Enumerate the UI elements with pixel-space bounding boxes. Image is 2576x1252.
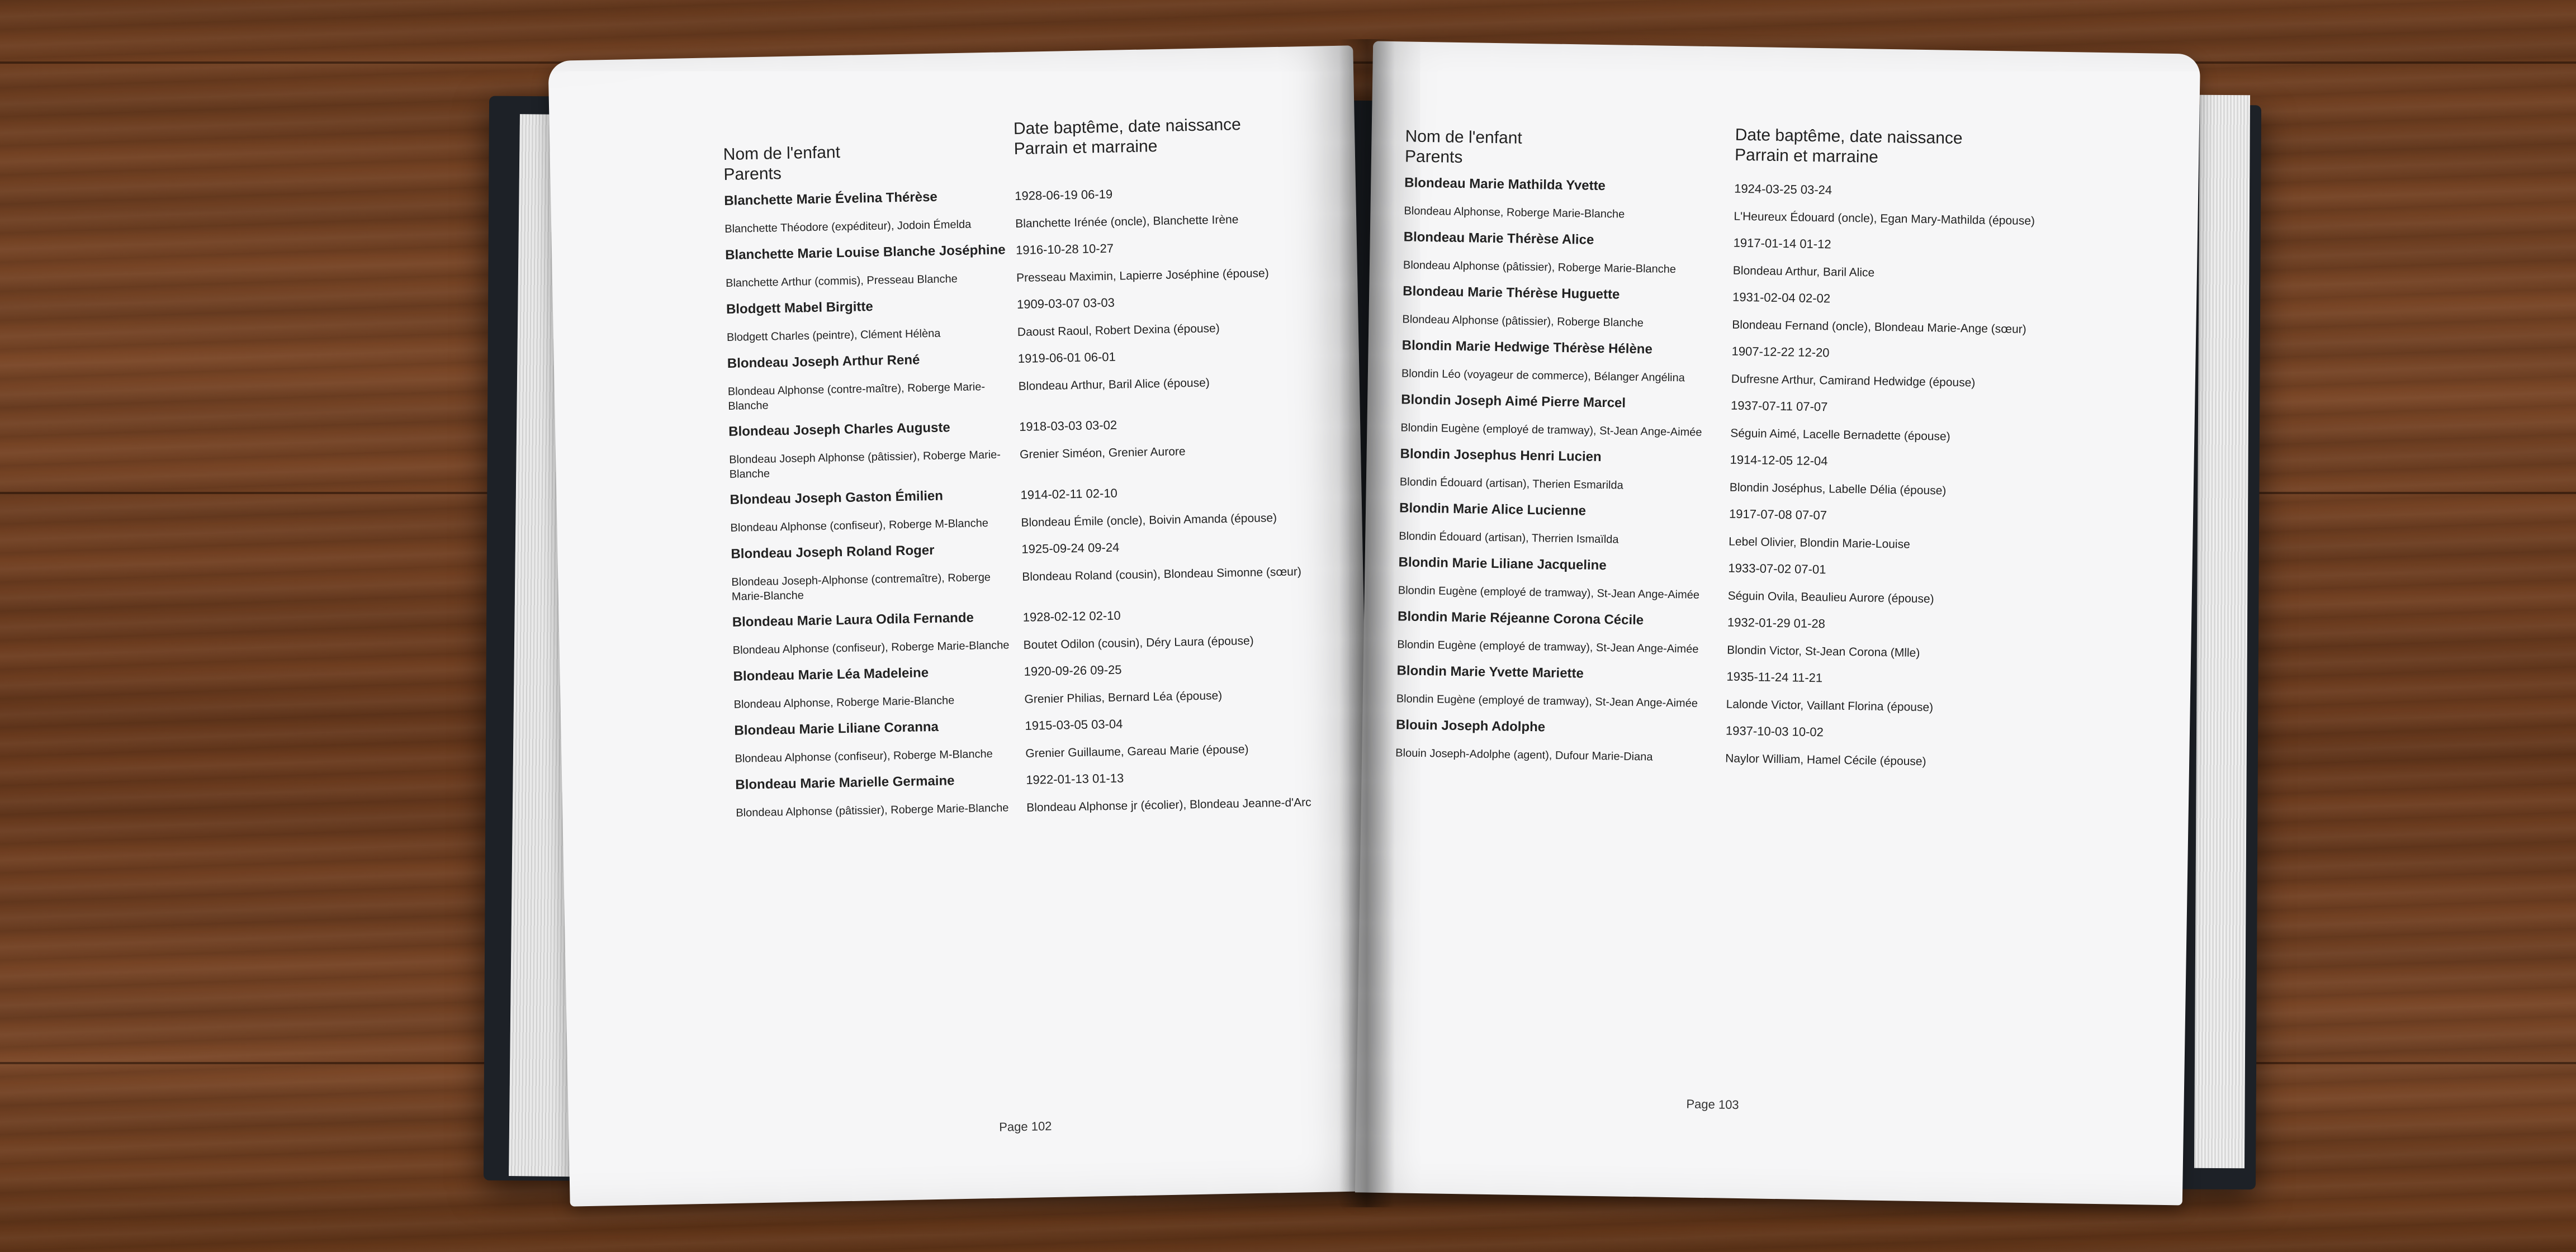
header-col-child-parents bbox=[1405, 120, 1735, 172]
child-name: Blondeau Marie Marielle Germaine bbox=[735, 773, 955, 793]
list-item bbox=[727, 344, 1327, 414]
godparents: Lebel Olivier, Blondin Marie-Louise bbox=[1729, 535, 1910, 551]
header-godparents: Parrain et marraine bbox=[1734, 145, 1879, 167]
godparents: Presseau Maximin, Lapierre Joséphine (épouse) bbox=[1016, 267, 1269, 285]
header-child-name: Nom de l'enfant bbox=[1405, 127, 1523, 148]
godparents: L'Heureux Édouard (oncle), Egan Mary-Mathilda (épouse) bbox=[1734, 210, 2035, 228]
list-item bbox=[1396, 662, 2152, 718]
list-item bbox=[1400, 391, 2156, 447]
list-item bbox=[1404, 174, 2159, 230]
header-child-name: Nom de l'enfant bbox=[723, 143, 841, 164]
parents: Blondin Eugène (employé de tramway), St-Jean Ange-Aimée bbox=[1398, 584, 1700, 601]
parents: Blanchette Arthur (commis), Presseau Blanche bbox=[725, 273, 958, 290]
parents: Blondeau Alphonse (confiseur), Roberge Marie-Blanche bbox=[732, 639, 1010, 657]
godparents: Naylor William, Hamel Cécile (épouse) bbox=[1725, 752, 1926, 769]
child-name: Blondeau Marie Thérèse Huguette bbox=[1403, 283, 1620, 302]
parents: Blondin Eugène (employé de tramway), St-Jean Ange-Aimée bbox=[1396, 693, 1698, 710]
parents: Blouin Joseph-Adolphe (agent), Dufour Marie-Diana bbox=[1395, 747, 1653, 763]
child-name: Blondeau Joseph Charles Auguste bbox=[728, 420, 950, 439]
baptism-birth-date: 1928-06-19 06-19 bbox=[1015, 187, 1113, 203]
right-page-content bbox=[1355, 41, 2200, 1206]
baptism-birth-date: 1907-12-22 12-20 bbox=[1731, 344, 1830, 360]
list-item bbox=[731, 534, 1330, 604]
left-page bbox=[548, 45, 1375, 1206]
parents: Blondin Eugène (employé de tramway), St-Jean Ange-Aimée bbox=[1400, 421, 1702, 439]
parents: Blondin Eugène (employé de tramway), St-Jean Ange-Aimée bbox=[1397, 638, 1699, 656]
godparents: Blondeau Alphonse jr (écolier), Blondeau Jeanne-d'Arc bbox=[1026, 796, 1311, 814]
godparents: Grenier Siméon, Grenier Aurore bbox=[1019, 445, 1186, 461]
baptism-birth-date: 1917-01-14 01-12 bbox=[1733, 235, 1831, 252]
godparents: Lalonde Victor, Vaillant Florina (épouse) bbox=[1726, 698, 1934, 714]
godparents: Blondin Joséphus, Labelle Délia (épouse) bbox=[1729, 481, 1947, 497]
baptism-birth-date: 1914-02-11 02-10 bbox=[1020, 486, 1118, 502]
list-item bbox=[1395, 717, 2151, 772]
child-name: Blodgett Mabel Birgitte bbox=[726, 298, 873, 317]
parents: Blondeau Alphonse, Roberge Marie-Blanche bbox=[1404, 205, 1625, 221]
baptism-birth-date: 1915-03-05 03-04 bbox=[1025, 717, 1123, 733]
godparents: Grenier Guillaume, Gareau Marie (épouse) bbox=[1025, 743, 1249, 760]
list-item bbox=[724, 181, 1323, 237]
baptism-birth-date: 1920-09-26 09-25 bbox=[1024, 662, 1122, 679]
godparents: Blondeau Arthur, Baril Alice (épouse) bbox=[1018, 376, 1210, 393]
child-name: Blondeau Marie Liliane Coranna bbox=[734, 719, 939, 738]
baptism-birth-date: 1917-07-08 07-07 bbox=[1729, 506, 1827, 523]
book-gutter-shadow bbox=[1339, 39, 1395, 1207]
header-godparents: Parrain et marraine bbox=[1014, 137, 1158, 159]
list-item bbox=[1403, 229, 2158, 284]
parents: Blondin Édouard (artisan), Therrien Ismaïlda bbox=[1399, 530, 1619, 546]
baptism-birth-date: 1924-03-25 03-24 bbox=[1734, 181, 1832, 197]
baptism-birth-date: 1937-07-11 07-07 bbox=[1730, 398, 1828, 414]
parents: Blondeau Alphonse (contre-maître), Roberge Marie-Blanche bbox=[727, 381, 986, 412]
parents: Blondeau Alphonse (pâtissier), Roberge Marie-Blanche bbox=[1403, 259, 1677, 276]
child-name: Blouin Joseph Adolphe bbox=[1395, 717, 1546, 735]
godparents: Daoust Raoul, Robert Dexina (épouse) bbox=[1017, 322, 1220, 339]
list-item bbox=[733, 657, 1332, 713]
child-name: Blondin Marie Hedwige Thérèse Hélène bbox=[1401, 338, 1653, 357]
header-dates: Date baptême, date naissance bbox=[1735, 125, 1963, 148]
parents: Blondeau Joseph Alphonse (pâtissier), Roberge Marie-Blanche bbox=[729, 448, 1001, 481]
baptism-birth-date: 1918-03-03 03-02 bbox=[1019, 418, 1117, 434]
child-name: Blondeau Joseph Arthur René bbox=[727, 352, 920, 371]
parents: Blondeau Joseph-Alphonse (contremaître), Roberge Marie-Blanche bbox=[731, 571, 991, 603]
right-page-header bbox=[1405, 120, 2160, 178]
list-item bbox=[1402, 283, 2157, 339]
child-name: Blondin Marie Réjeanne Corona Cécile bbox=[1397, 609, 1644, 628]
godparents: Blondin Victor, St-Jean Corona (Mlle) bbox=[1727, 643, 1920, 660]
page-number: Page 103 bbox=[1686, 1097, 1739, 1112]
header-col-dates-godparents bbox=[1014, 113, 1322, 179]
godparents: Blondeau Émile (oncle), Boivin Amanda (épouse) bbox=[1021, 511, 1277, 529]
header-col-child-parents bbox=[723, 119, 1015, 185]
child-name: Blondin Marie Alice Lucienne bbox=[1399, 500, 1587, 519]
baptism-birth-date: 1914-12-05 12-04 bbox=[1730, 452, 1828, 468]
baptism-birth-date: 1935-11-24 11-21 bbox=[1726, 669, 1823, 685]
child-name: Blondeau Marie Mathilda Yvette bbox=[1404, 175, 1606, 194]
child-name: Blanchette Marie Évelina Thérèse bbox=[724, 189, 938, 209]
child-name: Blondeau Marie Léa Madeleine bbox=[733, 665, 929, 684]
parents: Blondeau Alphonse (confiseur), Roberge M-Blanche bbox=[730, 517, 989, 534]
list-item bbox=[1397, 608, 2152, 664]
left-page-content bbox=[548, 45, 1375, 1206]
godparents: Séguin Ovila, Beaulieu Aurore (épouse) bbox=[1727, 589, 1934, 606]
parents: Blondeau Alphonse (pâtissier), Roberge Marie-Blanche bbox=[736, 802, 1009, 819]
list-item bbox=[732, 603, 1331, 658]
godparents: Séguin Aimé, Lacelle Bernadette (épouse) bbox=[1730, 426, 1950, 443]
parents: Blodgett Charles (peintre), Clément Hélèna bbox=[726, 327, 941, 344]
godparents: Blanchette Irénée (oncle), Blanchette Irène bbox=[1015, 213, 1239, 231]
baptism-birth-date: 1909-03-07 03-03 bbox=[1016, 295, 1115, 311]
baptism-birth-date: 1932-01-29 01-28 bbox=[1727, 615, 1826, 631]
parents: Blanchette Théodore (expéditeur), Jodoin Émelda bbox=[724, 218, 972, 236]
page-edges-right bbox=[2194, 95, 2250, 1168]
godparents: Boutet Odilon (cousin), Déry Laura (épouse) bbox=[1023, 634, 1254, 652]
godparents: Blondeau Arthur, Baril Alice bbox=[1732, 264, 1875, 279]
child-name: Blondin Josephus Henri Lucien bbox=[1400, 446, 1602, 465]
parents: Blondin Édouard (artisan), Therien Esmarilda bbox=[1399, 476, 1623, 492]
header-parents: Parents bbox=[1404, 147, 1463, 167]
list-item bbox=[1401, 337, 2157, 393]
list-item bbox=[1400, 445, 2155, 501]
list-item bbox=[730, 480, 1328, 536]
parents: Blondeau Alphonse (pâtissier), Roberge Blanche bbox=[1402, 313, 1644, 330]
list-item bbox=[734, 711, 1333, 767]
list-item bbox=[726, 290, 1325, 345]
list-item bbox=[735, 765, 1334, 821]
page-number: Page 102 bbox=[998, 1119, 1052, 1134]
child-name: Blondeau Joseph Gaston Émilien bbox=[730, 488, 944, 508]
right-entries-list bbox=[1395, 174, 2159, 772]
parents: Blondeau Alphonse, Roberge Marie-Blanche bbox=[733, 694, 955, 711]
godparents: Grenier Philias, Bernard Léa (épouse) bbox=[1024, 689, 1223, 706]
list-item bbox=[725, 235, 1324, 291]
godparents: Blondeau Fernand (oncle), Blondeau Marie-Ange (sœur) bbox=[1732, 318, 2026, 336]
header-col-dates-godparents bbox=[1735, 125, 2160, 179]
list-item bbox=[1398, 554, 2153, 610]
child-name: Blondin Marie Yvette Mariette bbox=[1396, 663, 1584, 681]
child-name: Blondin Joseph Aimé Pierre Marcel bbox=[1400, 392, 1626, 411]
parents: Blondeau Alphonse (confiseur), Roberge M-Blanche bbox=[735, 747, 993, 765]
child-name: Blondeau Marie Thérèse Alice bbox=[1403, 229, 1594, 248]
baptism-birth-date: 1931-02-04 02-02 bbox=[1732, 290, 1831, 306]
godparents: Blondeau Roland (cousin), Blondeau Simonne (sœur) bbox=[1022, 565, 1302, 584]
header-dates: Date baptême, date naissance bbox=[1013, 115, 1242, 139]
child-name: Blondeau Joseph Roland Roger bbox=[731, 542, 935, 562]
list-item bbox=[1399, 500, 2154, 556]
parents: Blondin Léo (voyageur de commerce), Bélanger Angélina bbox=[1401, 367, 1685, 385]
godparents: Dufresne Arthur, Camirand Hedwidge (épouse) bbox=[1731, 372, 1976, 390]
left-entries-list bbox=[724, 181, 1334, 821]
baptism-birth-date: 1925-09-24 09-24 bbox=[1021, 540, 1120, 556]
list-item bbox=[728, 412, 1328, 482]
child-name: Blondeau Marie Laura Odila Fernande bbox=[732, 610, 974, 630]
baptism-birth-date: 1919-06-01 06-01 bbox=[1017, 349, 1116, 366]
left-page-header bbox=[723, 113, 1322, 185]
header-parents: Parents bbox=[723, 164, 782, 184]
baptism-birth-date: 1916-10-28 10-27 bbox=[1015, 241, 1114, 258]
right-page bbox=[1355, 41, 2200, 1206]
child-name: Blanchette Marie Louise Blanche Joséphine bbox=[724, 242, 1006, 263]
baptism-birth-date: 1937-10-03 10-02 bbox=[1725, 723, 1824, 739]
baptism-birth-date: 1922-01-13 01-13 bbox=[1026, 771, 1124, 787]
child-name: Blondin Marie Liliane Jacqueline bbox=[1398, 554, 1607, 573]
baptism-birth-date: 1928-02-12 02-10 bbox=[1022, 608, 1121, 624]
baptism-birth-date: 1933-07-02 07-01 bbox=[1728, 561, 1826, 577]
